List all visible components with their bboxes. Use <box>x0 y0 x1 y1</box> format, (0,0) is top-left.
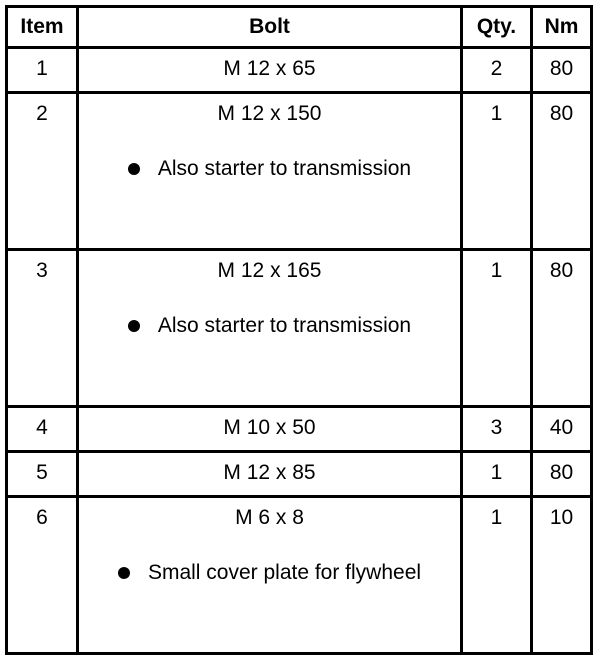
bolt-size: M 6 x 8 <box>235 506 304 529</box>
bolt-size: M 10 x 50 <box>223 416 316 439</box>
header-nm: Nm <box>532 7 592 48</box>
header-qty: Qty. <box>462 7 532 48</box>
bolt-size: M 12 x 85 <box>223 461 316 484</box>
item-cell: 5 <box>7 452 78 497</box>
torque-cell: 80 <box>532 452 592 497</box>
table-row <box>7 250 592 407</box>
qty-cell: 1 <box>462 93 532 250</box>
header-item: Item <box>7 7 78 48</box>
table-header-row <box>7 7 592 48</box>
note-text: Small cover plate for flywheel <box>147 561 422 584</box>
header-bolt: Bolt <box>78 7 462 48</box>
bolt-note <box>79 157 460 181</box>
qty-cell: 1 <box>462 452 532 497</box>
bolt-torque-table <box>5 5 593 655</box>
note-text: Also starter to transmission <box>157 314 412 337</box>
item-cell: 3 <box>7 250 78 407</box>
bolt-cell <box>78 452 462 497</box>
table-row <box>7 93 592 250</box>
note-text: Also starter to transmission <box>157 157 412 180</box>
torque-cell: 80 <box>532 250 592 407</box>
qty-cell: 3 <box>462 407 532 452</box>
bullet-icon <box>118 567 130 579</box>
bolt-size: M 12 x 165 <box>217 259 322 282</box>
torque-cell: 10 <box>532 497 592 654</box>
bolt-note <box>79 561 460 585</box>
bolt-cell <box>78 497 462 654</box>
bullet-icon <box>128 320 140 332</box>
torque-cell: 40 <box>532 407 592 452</box>
bolt-size: M 12 x 150 <box>217 102 322 125</box>
qty-cell: 1 <box>462 497 532 654</box>
table-row <box>7 407 592 452</box>
table-row <box>7 452 592 497</box>
bolt-cell <box>78 407 462 452</box>
item-cell: 4 <box>7 407 78 452</box>
item-cell: 2 <box>7 93 78 250</box>
item-cell: 6 <box>7 497 78 654</box>
item-cell: 1 <box>7 48 78 93</box>
qty-cell: 2 <box>462 48 532 93</box>
bolt-cell <box>78 250 462 407</box>
table-row <box>7 48 592 93</box>
table-row <box>7 497 592 654</box>
bolt-size: M 12 x 65 <box>223 57 316 80</box>
bolt-cell <box>78 48 462 93</box>
bolt-cell <box>78 93 462 250</box>
bolt-note <box>79 314 460 338</box>
torque-cell: 80 <box>532 93 592 250</box>
bullet-icon <box>128 163 140 175</box>
qty-cell: 1 <box>462 250 532 407</box>
torque-cell: 80 <box>532 48 592 93</box>
